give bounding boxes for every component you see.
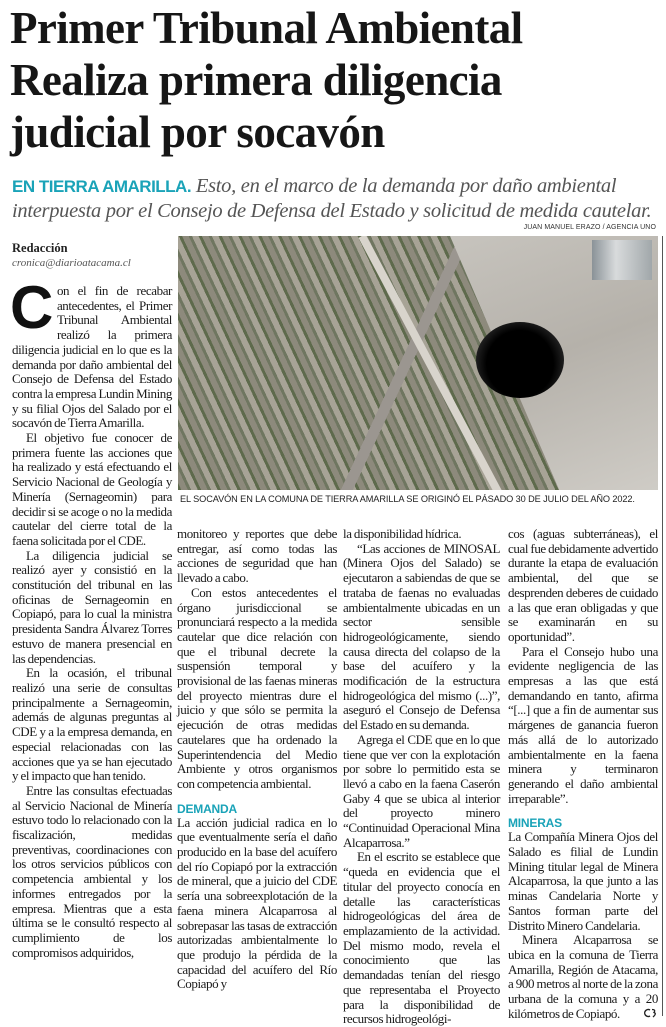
paragraph-text: Con estos antecedentes el órgano jurisdiccional se pronunciará respecto a la medida cautelar que dice relación con que el tribunal decrete la suspensión temporal y provisional de las faenas mineras del proyecto mientras dure el juicio y que sólo se permita la ejecución de otras medidas cautelares que ha ordenado la Superintendencia del Medio Ambiente y otros organismos con competencia ambiental. [177,584,337,791]
paragraph [343,542,500,733]
paragraph-text: Para el Consejo hubo una evidente negligencia de las empresas a las que está demandando en tanto, afirma “[...] que a fin de aumentar sus márgenes de ganancia fueron más allá de lo autorizado ambientalmente en la faena minera y terminaron generando el daño ambiental irreparable”. [508,643,658,806]
paragraph [508,645,658,807]
sinkhole-aerial-photo [178,236,658,490]
photo-sinkhole [476,322,564,398]
byline [12,240,172,270]
article-column-1 [10,274,172,960]
paragraph [12,431,172,549]
paragraph-text: DEMANDA [177,801,237,816]
headline-line: Primer Tribunal Ambiental [10,3,523,53]
author-name: Redacción [12,241,68,255]
paragraph [12,666,172,784]
paragraph-text: monitoreo y reportes que debe entregar, así como todas las acciones de seguridad que han llevado a cabo. [177,526,337,586]
paragraph [508,527,658,645]
drop-cap: C [10,274,53,341]
article-column-2 [177,527,337,992]
paragraph [10,274,172,431]
photo-buildings [592,240,652,280]
paragraph-text: on el fin de recabar antecedentes, el Primer Tribunal Ambiental realizó la primera diligencia judicial en lo que es la demanda por daño ambiental del Consejo de Defensa del Estado contra la empresa Lundin Mining y su filial Ojos del Salado por el socavón de Tierra Amarilla. [12,283,172,431]
paragraph-text: La acción judicial radica en lo que eventualmente sería el daño producido en la base del acuífero del río Copiapó por la extracción de mineral, que a juicio del CDE sería una sobreexplotación de la faena minera Alcaparrosa al sobrepasar las tasas de extracción autorizadas ambientalmente lo que produjo la pérdida de la capacidad del acuífero del Río Copiapó y [177,814,337,992]
article-column-3 [343,527,500,1027]
paragraph-text: La diligencia judicial se realizó ayer y consistió en la constitución del tribunal en las oficinas de Sernageomin en Copiapó, para lo cual la ministra presidenta Sandra Álvarez Torres estuvo de manera presencial en las dependencias. [12,547,172,666]
section-heading [508,816,658,830]
end-mark-icon [630,1007,658,1022]
column-divider [662,236,663,1016]
paragraph [177,586,337,792]
paragraph-text: cos (aguas subterráneas), el cual fue debidamente advertido durante la etapa de evaluación ambiental, del que se desprenden deberes de cuidado a las que eran obligadas y que se examinarán en su oportunidad”. [508,526,659,644]
paragraph-text: MINERAS [508,816,562,831]
paragraph [177,816,337,992]
paragraph-text: la disponibilidad hídrica. [343,526,462,541]
paragraph [12,549,172,667]
paragraph-text: “Las acciones de MINOSAL (Minera Ojos del Salado) se ejecutaron a sabiendas de que se trataba de faenas no evaluadas ambientalmente ubicadas en un sector sensible hidrogeológicamente, siendo causa directa del colapso de la base del acuífero y la modificación de la estructura hidrogeológica del mismo (...)”, aseguró el Consejo de Defensa del Estado en su demanda. [343,540,500,733]
paragraph [343,527,500,542]
kicker: EN TIERRA AMARILLA. [12,177,192,196]
article-column-4 [508,527,658,1022]
headline [10,2,660,158]
paragraph-text: La Compañía Minera Ojos del Salado es filial de Lundin Mining titular legal de Minera Alcaparrosa, la que junto a las minas Candelaria Norte y Santos forman parte del Distrito Minero Candelaria. [508,829,658,933]
paragraph-text: En la ocasión, el tribunal realizó una serie de consultas principalmente a Sernageomin, además de algunas preguntas al CDE y a la empresa demanda, en especial relacionadas con las acciones que ya se han ejecutado y el impacto que han tenido. [12,665,172,784]
headline-line: judicial por socavón [10,107,385,157]
author-email: cronica@diarioatacama.cl [12,257,131,269]
photo-caption: EL SOCAVÓN EN LA COMUNA DE TIERRA AMARILLA SE ORIGINÓ EL PÁSADO 30 DE JULIO DEL AÑO 2022. [180,494,635,504]
subheadline [12,174,662,223]
paragraph [508,933,658,1021]
paragraph [12,784,172,960]
paragraph-text: Agrega el CDE que en lo que tiene que ver con la explotación por sobre lo permitido esta se llevó a cabo en la faena Caserón Gaby 4 que se ubica al interior del proyecto minero “Continuidad Operacional Mina Alcaparrosa.” [343,731,500,850]
section-heading [177,802,337,816]
paragraph-text: En el escrito se establece que “queda en evidencia que el titular del proyecto conocía en detalle las características hidrogeológicas del área de emplazamiento de la actividad. Del mismo modo, revela el conocimiento que las demandadas tenían del riesgo que representaba el Proyecto para la disponibilidad de recursos hidrogeológi- [343,849,500,1027]
paragraph-text: Minera Alcaparrosa se ubica en la comuna de Tierra Amarilla, Región de Atacama, a 900 metros al norte de la zona urbana de la comuna y a 20 kilómetros de Copiapó. [508,932,658,1021]
photo-credit: JUAN MANUEL ERAZO / AGENCIA UNO [523,224,656,231]
subheadline-text: Esto, en el marco de la demanda por daño ambiental interpuesta por el Consejo de Defensa del Estado y solicitud de medida cautelar. [12,175,652,222]
paragraph-text: El objetivo fue conocer de primera fuente las acciones que ha realizado y está efectuando el Servicio Nacional de Geología y Minería (Sernageomin) para decidir si se acoge o no la medida cautelar del cierre total de la faena solicitada por el CDE. [12,430,172,548]
headline-line: Realiza primera diligencia [10,55,502,105]
paragraph [177,527,337,586]
paragraph [343,733,500,851]
paragraph [508,830,658,933]
paragraph-text: Entre las consultas efectuadas al Servicio Nacional de Minería estuvo todo lo relacionado con la fiscalización, medidas preventivas, coordinaciones con los otros servicios públicos con competencia ambiental y los informes entregados por la empresa. Mientras que a esta última se le consultó respecto al cumplimiento de los compromisos adquiridos, [12,782,172,960]
paragraph [343,850,500,1026]
